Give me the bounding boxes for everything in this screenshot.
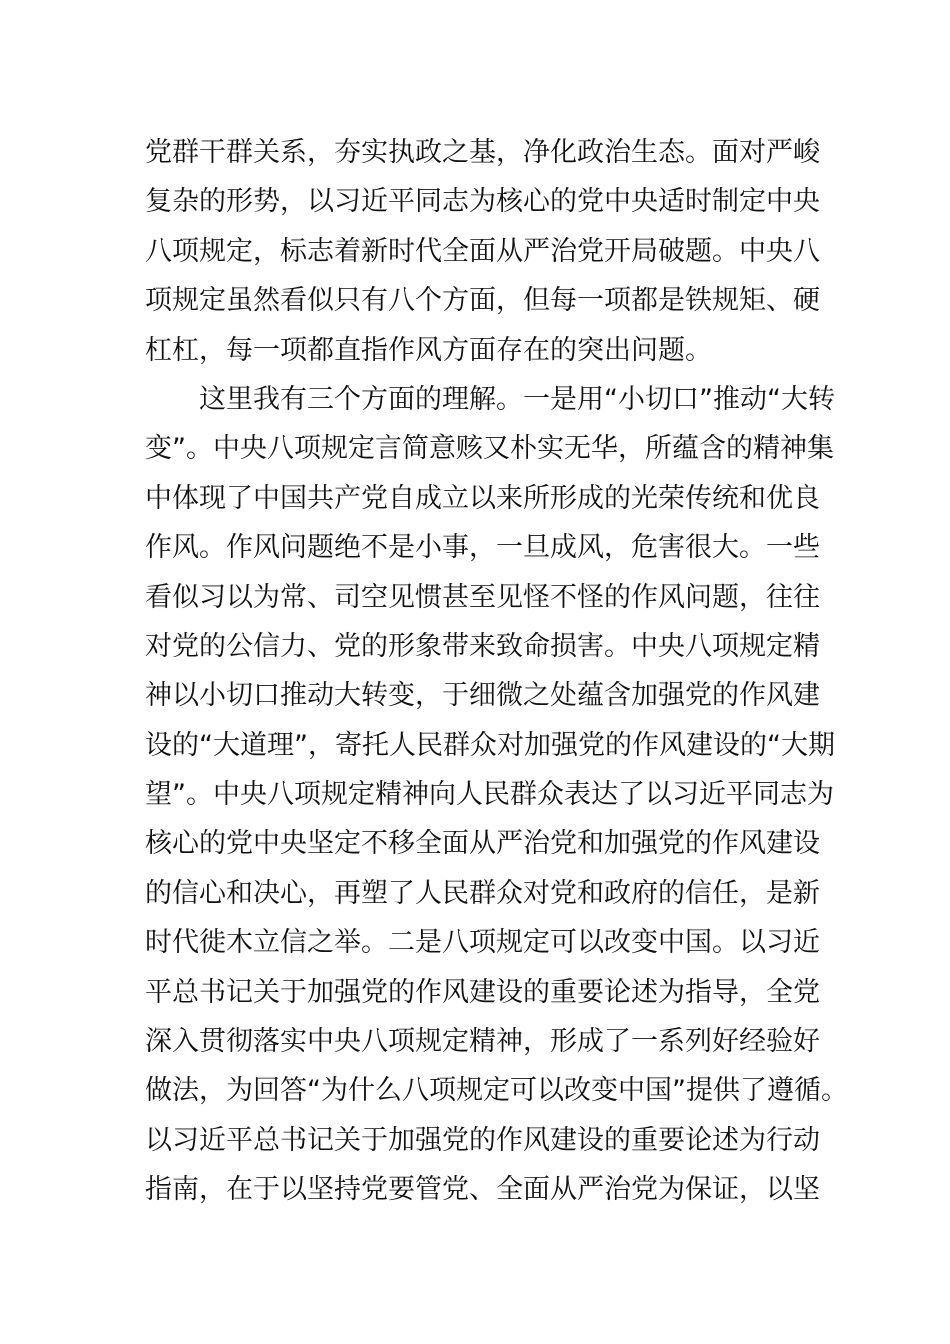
text-line: 深入贯彻落实中央八项规定精神，形成了一系列好经验好 [145, 1026, 820, 1058]
paragraph-first-line: 这里我有三个方面的理解。一是用“小切口”推动“大转 [199, 383, 835, 415]
text-line: 对党的公信力、党的形象带来致命损害。中央八项规定精 [145, 630, 820, 662]
text-line: 时代徙木立信之举。二是八项规定可以改变中国。以习近 [145, 927, 820, 959]
text-line: 做法，为回答“为什么八项规定可以改变中国”提供了遵循。 [145, 1075, 848, 1107]
text-line: 杠杠，每一项都直指作风方面存在的突出问题。 [145, 334, 712, 366]
text-line: 党群干群关系，夯实执政之基，净化政治生态。面对严峻 [145, 137, 820, 168]
body-text [145, 128, 848, 1215]
text-line: 作风。作风问题绝不是小事，一旦成风，危害很大。一些 [145, 532, 820, 564]
text-line: 神以小切口推动大转变，于细微之处蕴含加强党的作风建 [145, 680, 820, 712]
text-line: 核心的党中央坚定不移全面从严治党和加强党的作风建设 [145, 828, 820, 860]
text-line: 中体现了中国共产党自成立以来所形成的光荣传统和优良 [145, 482, 820, 514]
text-line: 的信心和决心，再塑了人民群众对党和政府的信任，是新 [145, 877, 820, 909]
text-line: 八项规定，标志着新时代全面从严治党开局破题。中央八 [145, 235, 820, 267]
text-line: 以习近平总书记关于加强党的作风建设的重要论述为行动 [145, 1124, 820, 1156]
text-line: 望”。中央八项规定精神向人民群众表达了以习近平同志为 [145, 779, 834, 811]
text-line: 指南，在于以坚持党要管党、全面从严治党为保证，以坚 [145, 1174, 820, 1206]
text-line: 平总书记关于加强党的作风建设的重要论述为指导，全党 [145, 976, 820, 1008]
text-line: 设的“大道理”，寄托人民群众对加强党的作风建设的“大期 [145, 729, 835, 761]
text-line: 变”。中央八项规定言简意赅又朴实无华，所蕴含的精神集 [145, 433, 834, 465]
text-line: 复杂的形势，以习近平同志为核心的党中央适时制定中央 [145, 186, 820, 218]
text-line: 项规定虽然看似只有八个方面，但每一项都是铁规矩、硬 [145, 285, 820, 317]
text-line: 看似习以为常、司空见惯甚至见怪不怪的作风问题，往往 [145, 581, 820, 613]
